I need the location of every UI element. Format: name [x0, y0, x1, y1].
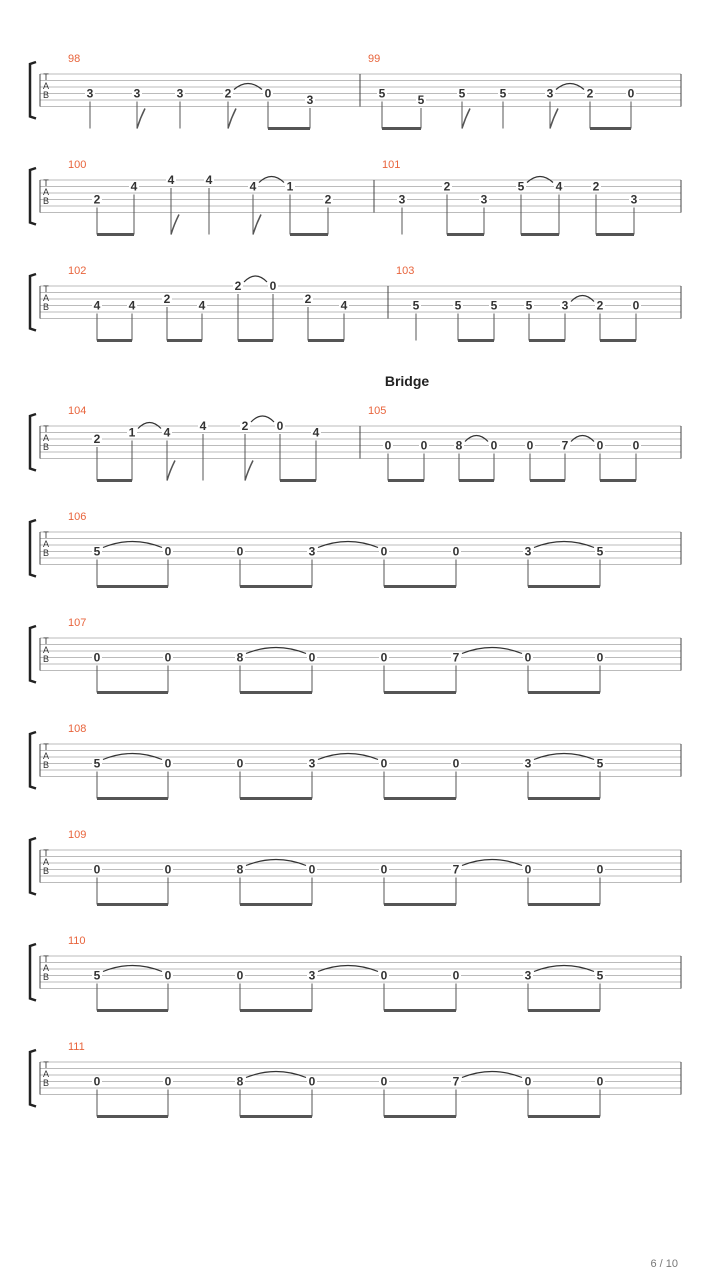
- tab-clef-letter-b: B: [42, 548, 50, 558]
- tab-clef-letter-t: T: [43, 72, 49, 82]
- fret-number: 0: [269, 279, 277, 293]
- tab-clef-letter-a: A: [42, 187, 50, 197]
- fret-number: 4: [163, 425, 171, 440]
- note-flag: [253, 215, 261, 235]
- fret-number: 0: [452, 756, 460, 771]
- fret-number: 0: [526, 438, 534, 453]
- fret-number: 3: [308, 968, 316, 983]
- note-flag: [462, 109, 470, 129]
- tab-clef-letter-b: B: [42, 1078, 50, 1088]
- fret-number: 5: [458, 86, 466, 101]
- fret-number: 8: [236, 1074, 244, 1089]
- fret-number: 5: [378, 86, 386, 101]
- fret-number: 5: [93, 544, 101, 559]
- fret-number: 0: [164, 862, 172, 877]
- fret-number: 0: [93, 862, 101, 877]
- tab-clef-letter-b: B: [42, 90, 50, 100]
- fret-number: 2: [596, 298, 604, 313]
- fret-number: 0: [452, 544, 460, 559]
- fret-number: 0: [93, 1074, 101, 1089]
- fret-number: 5: [412, 298, 420, 313]
- tab-clef-letter-a: A: [42, 433, 50, 443]
- tie-arc: [244, 276, 267, 282]
- measure-number: 103: [396, 265, 415, 277]
- fret-number: 0: [596, 438, 604, 453]
- fret-number: 2: [443, 179, 451, 194]
- fret-number: 0: [264, 86, 272, 101]
- note-flag: [171, 215, 179, 235]
- fret-number: 8: [236, 862, 244, 877]
- fret-number: 3: [398, 192, 406, 207]
- system-bracket: [30, 414, 36, 471]
- fret-number: 0: [276, 419, 284, 433]
- tab-clef-letter-a: A: [42, 963, 50, 973]
- fret-number: 4: [312, 425, 320, 440]
- fret-number: 0: [308, 1074, 316, 1089]
- measure-number: 100: [68, 159, 87, 171]
- fret-number: 0: [380, 544, 388, 559]
- tab-clef-letter-b: B: [42, 196, 50, 206]
- system-bracket: [30, 168, 36, 225]
- fret-number: 0: [420, 438, 428, 453]
- fret-number: 0: [490, 438, 498, 453]
- fret-number: 3: [524, 756, 532, 771]
- fret-number: 2: [234, 279, 242, 293]
- note-flag: [550, 109, 558, 129]
- measure-number: 105: [368, 405, 387, 417]
- tab-clef-letter-t: T: [43, 178, 49, 188]
- fret-number: 5: [93, 968, 101, 983]
- fret-number: 5: [417, 93, 425, 107]
- fret-number: 8: [236, 650, 244, 665]
- fret-number: 4: [93, 298, 101, 313]
- tab-clef-letter-t: T: [43, 284, 49, 294]
- fret-number: 0: [596, 862, 604, 877]
- fret-number: 4: [249, 179, 257, 194]
- tab-clef-letter-b: B: [42, 442, 50, 452]
- system-bracket: [30, 626, 36, 683]
- fret-number: 4: [205, 173, 213, 187]
- fret-number: 3: [306, 93, 314, 107]
- tab-clef-letter-a: A: [42, 645, 50, 655]
- note-flag: [228, 109, 236, 129]
- fret-number: 7: [452, 862, 460, 877]
- fret-number: 0: [524, 1074, 532, 1089]
- fret-number: 0: [164, 756, 172, 771]
- tab-clef-letter-t: T: [43, 1060, 49, 1070]
- fret-number: 0: [380, 650, 388, 665]
- fret-number: 2: [592, 179, 600, 194]
- note-flag: [137, 109, 145, 129]
- measure-number: 101: [382, 159, 401, 171]
- fret-number: 3: [480, 192, 488, 207]
- fret-number: 0: [380, 1074, 388, 1089]
- system-bracket: [30, 944, 36, 1001]
- fret-number: 0: [308, 862, 316, 877]
- tab-clef-letter-a: A: [42, 751, 50, 761]
- fret-number: 5: [499, 86, 507, 101]
- fret-number: 3: [546, 86, 554, 101]
- tab-clef-letter-t: T: [43, 848, 49, 858]
- tab-clef-letter-t: T: [43, 530, 49, 540]
- fret-number: 0: [524, 862, 532, 877]
- measure-number: 102: [68, 265, 87, 277]
- fret-number: 3: [524, 544, 532, 559]
- fret-number: 0: [627, 86, 635, 101]
- fret-number: 2: [224, 86, 232, 101]
- measure-number: 110: [68, 935, 86, 947]
- fret-number: 2: [304, 292, 312, 306]
- fret-number: 4: [128, 298, 136, 313]
- fret-number: 2: [93, 432, 101, 446]
- tab-clef-letter-b: B: [42, 760, 50, 770]
- tie-arc: [251, 416, 274, 422]
- measure-number: 98: [68, 53, 81, 65]
- fret-number: 3: [630, 192, 638, 207]
- fret-number: 2: [586, 86, 594, 101]
- note-flag: [245, 461, 253, 481]
- fret-number: 5: [596, 544, 604, 559]
- fret-number: 3: [561, 298, 569, 313]
- tab-clef-letter-a: A: [42, 293, 50, 303]
- system-bracket: [30, 62, 36, 119]
- fret-number: 5: [596, 756, 604, 771]
- fret-number: 3: [86, 86, 94, 101]
- measure-number: 111: [68, 1041, 85, 1053]
- fret-number: 8: [455, 438, 463, 453]
- tab-clef-letter-a: A: [42, 1069, 50, 1079]
- fret-number: 0: [380, 968, 388, 983]
- system-bracket: [30, 732, 36, 789]
- tab-clef-letter-b: B: [42, 302, 50, 312]
- fret-number: 0: [452, 968, 460, 983]
- system-bracket: [30, 1050, 36, 1107]
- fret-number: 3: [308, 544, 316, 559]
- fret-number: 4: [555, 179, 563, 194]
- fret-number: 7: [561, 438, 569, 453]
- fret-number: 0: [164, 968, 172, 983]
- fret-number: 7: [452, 650, 460, 665]
- fret-number: 4: [167, 173, 175, 187]
- fret-number: 0: [164, 650, 172, 665]
- system-bracket: [30, 838, 36, 895]
- measure-number: 99: [368, 53, 381, 65]
- tab-clef-letter-b: B: [42, 654, 50, 664]
- fret-number: 0: [236, 544, 244, 559]
- measure-number: 106: [68, 511, 87, 523]
- fret-number: 2: [163, 292, 171, 306]
- fret-number: 0: [236, 968, 244, 983]
- tab-clef-letter-a: A: [42, 81, 50, 91]
- fret-number: 0: [380, 756, 388, 771]
- fret-number: 0: [380, 862, 388, 877]
- fret-number: 5: [517, 179, 525, 194]
- tab-clef-letter-t: T: [43, 424, 49, 434]
- measure-number: 109: [68, 829, 87, 841]
- tab-clef-letter-t: T: [43, 954, 49, 964]
- section-label-bridge: Bridge: [384, 373, 430, 389]
- fret-number: 2: [241, 419, 249, 433]
- page-indicator: 6 / 10: [650, 1258, 678, 1270]
- fret-number: 2: [93, 192, 101, 207]
- fret-number: 3: [524, 968, 532, 983]
- fret-number: 0: [93, 650, 101, 665]
- tab-clef-letter-t: T: [43, 742, 49, 752]
- fret-number: 0: [236, 756, 244, 771]
- fret-number: 4: [340, 298, 348, 313]
- fret-number: 0: [632, 438, 640, 453]
- fret-number: 5: [525, 298, 533, 313]
- fret-number: 5: [490, 298, 498, 313]
- note-flag: [167, 461, 175, 481]
- fret-number: 3: [133, 86, 141, 101]
- fret-number: 0: [164, 544, 172, 559]
- tab-clef-letter-b: B: [42, 972, 50, 982]
- tab-clef-letter-a: A: [42, 857, 50, 867]
- fret-number: 3: [308, 756, 316, 771]
- fret-number: 0: [524, 650, 532, 665]
- fret-number: 2: [324, 192, 332, 207]
- fret-number: 5: [596, 968, 604, 983]
- fret-number: 0: [596, 650, 604, 665]
- tab-clef-letter-t: T: [43, 636, 49, 646]
- fret-number: 0: [632, 298, 640, 313]
- fret-number: 0: [308, 650, 316, 665]
- system-bracket: [30, 274, 36, 331]
- fret-number: 0: [384, 438, 392, 453]
- system-bracket: [30, 520, 36, 577]
- fret-number: 4: [198, 298, 206, 313]
- fret-number: 5: [93, 756, 101, 771]
- measure-number: 104: [68, 405, 87, 417]
- tab-clef-letter-a: A: [42, 539, 50, 549]
- fret-number: 0: [164, 1074, 172, 1089]
- fret-number: 3: [176, 86, 184, 101]
- measure-number: 108: [68, 723, 87, 735]
- fret-number: 5: [454, 298, 462, 313]
- fret-number: 7: [452, 1074, 460, 1089]
- fret-number: 1: [286, 179, 294, 194]
- fret-number: 0: [596, 1074, 604, 1089]
- fret-number: 4: [199, 419, 207, 433]
- fret-number: 1: [128, 425, 136, 440]
- tab-clef-letter-b: B: [42, 866, 50, 876]
- fret-number: 4: [130, 179, 138, 194]
- measure-number: 107: [68, 617, 87, 629]
